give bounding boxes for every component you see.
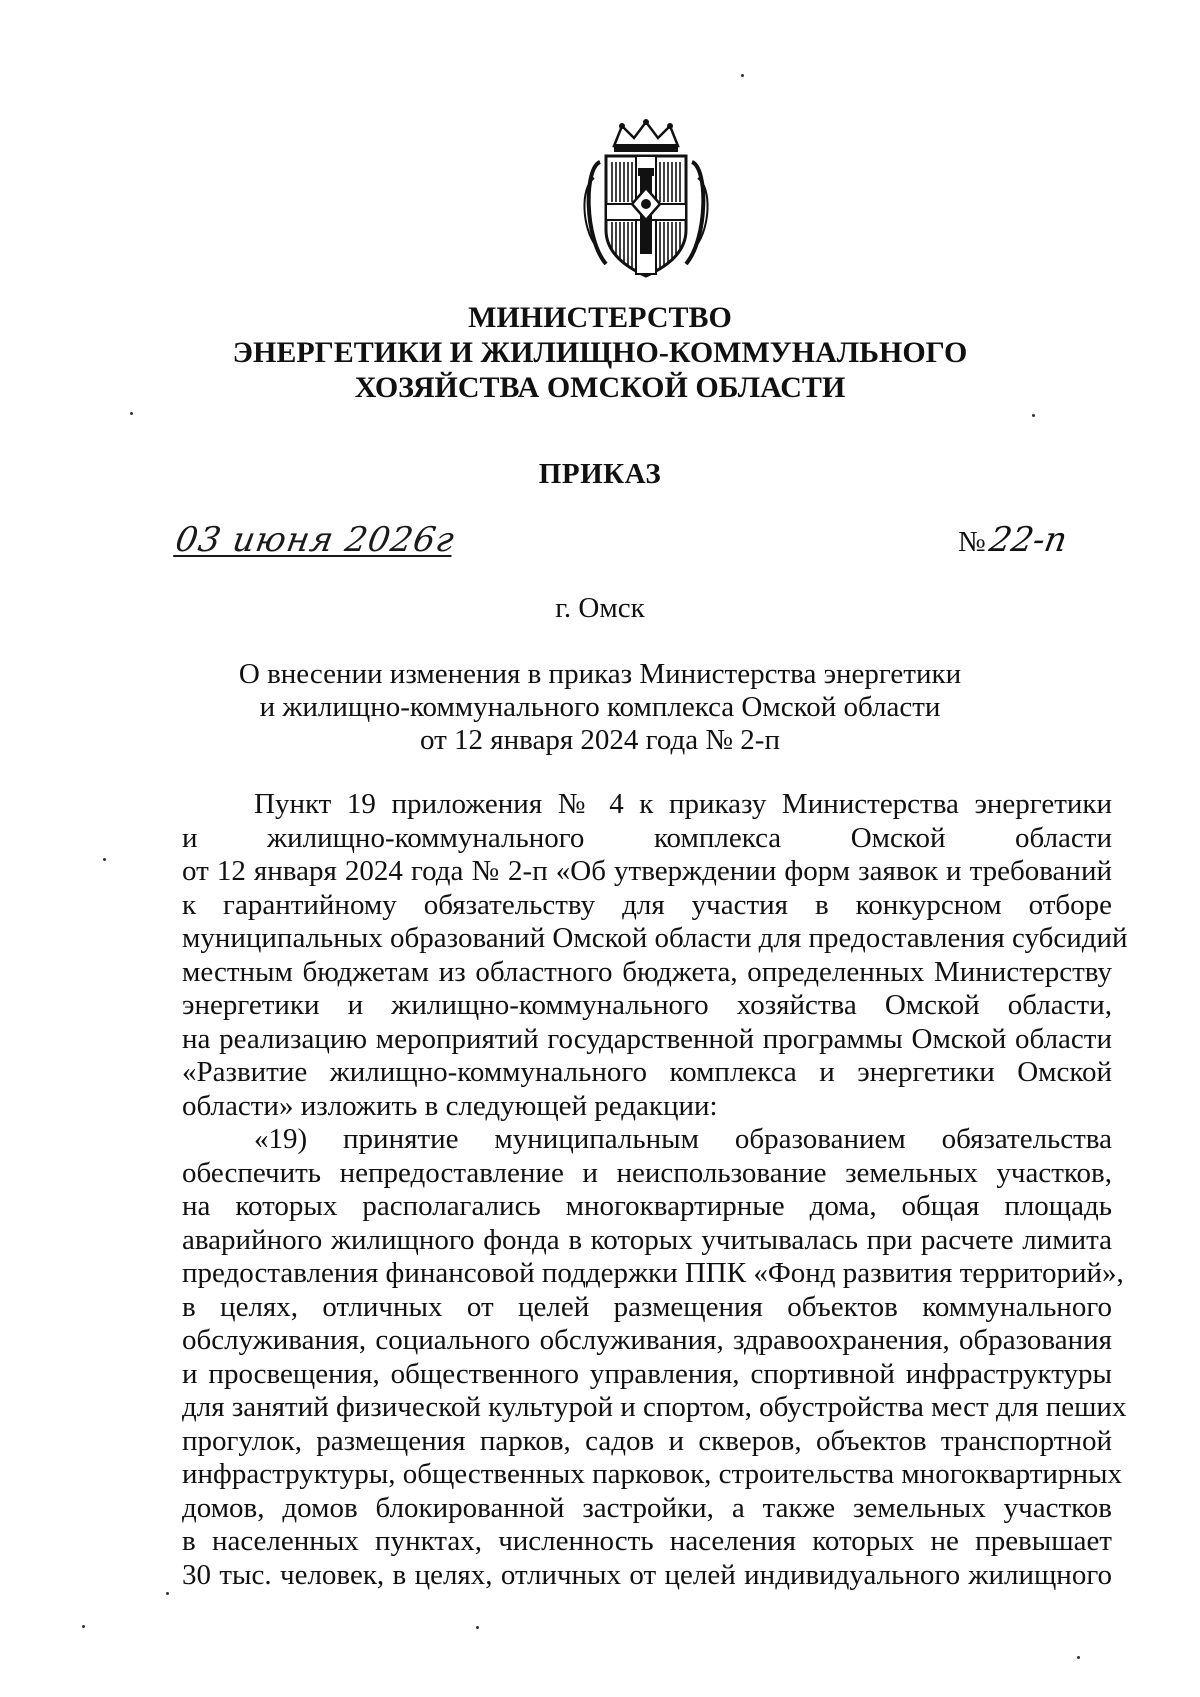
- body-line: и просвещения, общественного управления, спортивной инфраструктуры: [182, 1357, 1112, 1390]
- number-sign: №: [958, 526, 986, 558]
- body-line: местным бюджетам из областного бюджета, определенных Министерству: [182, 955, 1112, 988]
- subject-line: и жилищно-коммунального комплекса Омской области: [259, 691, 941, 723]
- order-subject: [0, 658, 1200, 757]
- body-line: на реализацию мероприятий государственной программы Омской области: [182, 1022, 1112, 1055]
- body-line: «Развитие жилищно-коммунального комплекса и энергетики Омской: [182, 1056, 1112, 1088]
- body-line: обеспечить непредоставление и неиспользование земельных участков,: [182, 1156, 1112, 1189]
- body-line: в целях, отличных от целей размещения объектов коммунального: [182, 1290, 1112, 1323]
- body-line: от 12 января 2024 года № 2-п «Об утверждении форм заявок и требований: [182, 855, 1112, 887]
- scan-speck: [1077, 1656, 1080, 1659]
- scan-speck: [130, 412, 133, 415]
- body-line: домов, домов блокированной застройки, а также земельных участков: [182, 1491, 1112, 1524]
- handwritten-number: 22-п: [986, 520, 1070, 560]
- body-line: и жилищно-коммунального комплекса Омской области: [182, 821, 1112, 854]
- city-name: г. Омск: [555, 592, 645, 624]
- subject-line: О внесении изменения в приказ Министерства энергетики: [238, 658, 962, 690]
- order-number: [958, 520, 1070, 560]
- body-line: предоставления финансовой поддержки ППК «Фонд развития территорий»,: [182, 1257, 1124, 1289]
- body-line: Пункт 19 приложения № 4 к приказу Министерства энергетики: [254, 788, 1112, 820]
- coat-of-arms-emblem: [578, 118, 714, 280]
- body-line: к гарантийному обязательству для участия в конкурсном отборе: [182, 888, 1112, 921]
- body-line: на которых располагались многоквартирные дома, общая площадь: [182, 1190, 1112, 1222]
- body-line: энергетики и жилищно-коммунального хозяйства Омской области,: [182, 989, 1112, 1021]
- scan-speck: [103, 858, 106, 861]
- scan-speck: [741, 74, 744, 77]
- body-line: 30 тыс. человек, в целях, отличных от целей индивидуального жилищного: [182, 1558, 1112, 1591]
- body-line: в населенных пунктах, численность населения которых не превышает: [182, 1525, 1112, 1557]
- scan-speck: [476, 1626, 479, 1629]
- body-line: области» изложить в следующей редакции:: [182, 1089, 718, 1122]
- scan-speck: [166, 1592, 169, 1595]
- body-line: «19) принятие муниципальным образованием обязательства: [254, 1123, 1112, 1155]
- scan-speck: [82, 1625, 85, 1628]
- body-line: инфраструктуры, общественных парковок, строительства многоквартирных: [182, 1458, 1122, 1490]
- body-line: прогулок, размещения парков, садов и скверов, объектов транспортной: [182, 1424, 1112, 1457]
- handwritten-date: 03 июня 2026г: [172, 520, 458, 560]
- body-line: муниципальных образований Омской области для предоставления субсидий: [182, 922, 1128, 954]
- ministry-line: МИНИСТЕРСТВО: [468, 301, 732, 334]
- ministry-line: ЭНЕРГЕТИКИ И ЖИЛИЩНО-КОММУНАЛЬНОГО: [232, 336, 968, 369]
- scan-speck: [1032, 414, 1035, 417]
- ministry-line: ХОЗЯЙСТВА ОМСКОЙ ОБЛАСТИ: [354, 371, 846, 404]
- document-type-title: ПРИКАЗ: [538, 458, 662, 490]
- order-body-text: [182, 788, 1128, 1592]
- ministry-name: [0, 300, 1200, 405]
- subject-line: от 12 января 2024 года № 2-п: [420, 724, 780, 756]
- body-line: аварийного жилищного фонда в которых учитывалась при расчете лимита: [182, 1223, 1112, 1256]
- body-line: обслуживания, социального обслуживания, здравоохранения, образования: [182, 1324, 1112, 1356]
- body-line: для занятий физической культурой и спортом, обустройства мест для пеших: [182, 1391, 1127, 1423]
